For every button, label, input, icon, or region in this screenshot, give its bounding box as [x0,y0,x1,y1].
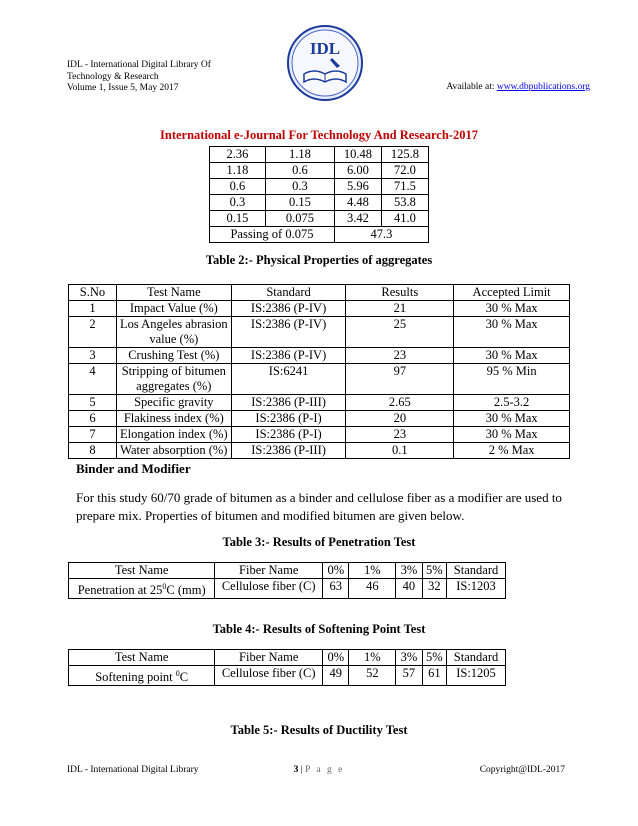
table-cell: 20 [346,411,454,427]
table-cell: 30 % Max [454,348,570,364]
table-cell: 30 % Max [454,411,570,427]
table-cell: 0.6 [265,163,334,179]
column-header: 3% [396,563,422,579]
table-cell: Crushing Test (%) [116,348,231,364]
table-cell: IS:2386 (P-IV) [231,317,346,348]
column-header: Standard [447,650,506,666]
table-cell: 25 [346,317,454,348]
table-cell: 10.48 [334,147,381,163]
column-header: S.No [69,285,117,301]
table-cell: 30 % Max [454,317,570,348]
publisher-link[interactable]: www.dbpublications.org [496,82,590,92]
table-cell: 23 [346,427,454,443]
table-cell: IS:2386 (P-IV) [231,301,346,317]
table-cell: 0.15 [210,211,266,227]
table-cell: IS:2386 (P-III) [231,395,346,411]
table-cell: IS:2386 (P-IV) [231,348,346,364]
table-cell: 53.8 [381,195,428,211]
table-cell: 2.36 [210,147,266,163]
table-cell: 4.48 [334,195,381,211]
column-header: 0% [323,650,349,666]
test-name-text: Penetration at 25 [77,583,163,598]
table-cell: 61 [422,666,446,686]
table-cell: 1.18 [265,147,334,163]
sieve-table [209,146,429,243]
column-header: 3% [396,650,422,666]
page-number: 3 [293,765,299,775]
table-row [69,317,570,348]
table-row [69,395,570,411]
table-cell: 6 [69,411,117,427]
table-cell: 125.8 [381,147,428,163]
table-cell: IS:6241 [231,364,346,395]
table-row [210,147,429,163]
table-cell: IS:1205 [447,666,506,686]
column-header: Fiber Name [215,563,323,579]
table-cell: 2.5-3.2 [454,395,570,411]
table-cell: 21 [346,301,454,317]
header-line-1: IDL - International Digital Library Of [67,60,211,70]
test-name-cell [69,666,215,686]
table-cell: 1 [69,301,117,317]
table-row [69,666,506,686]
table-cell: Flakiness index (%) [116,411,231,427]
table-cell: 40 [396,579,422,599]
table-row [69,411,570,427]
penetration-table [68,562,506,599]
table-cell: Cellulose fiber (C) [215,579,323,599]
table-cell: 71.5 [381,179,428,195]
table3-caption: Table 3:- Results of Penetration Test [222,535,416,549]
table-cell: 95 % Min [454,364,570,395]
table-cell: 49 [323,666,349,686]
table-cell: 5.96 [334,179,381,195]
table-cell: 7 [69,427,117,443]
header-right [446,82,590,92]
table-cell: IS:2386 (P-I) [231,411,346,427]
table-cell: Elongation index (%) [116,427,231,443]
table2-caption: Table 2:- Physical Properties of aggregates [205,253,433,267]
table4-caption: Table 4:- Results of Softening Point Test [212,622,426,636]
column-header: 5% [422,650,446,666]
table-cell: IS:2386 (P-I) [231,427,346,443]
degree-superscript: 0 [175,669,180,678]
table-cell: IS:1203 [447,579,506,599]
physical-properties-table [68,284,570,459]
header-line-2: Technology & Research [67,71,159,82]
table-header-row [69,285,570,301]
table-cell: 46 [349,579,396,599]
test-name-text: Softening point [95,670,176,685]
column-header: 0% [323,563,349,579]
table-cell: 0.1 [346,443,454,459]
table-row [69,301,570,317]
table-cell: 8 [69,443,117,459]
table-cell: 41.0 [381,211,428,227]
journal-title: International e-Journal For Technology And Research-2017 [160,128,478,142]
test-name-cell [69,579,215,599]
table-cell: 3 [69,348,117,364]
table-cell: 0.3 [210,195,266,211]
header-line-3: Volume 1, Issue 5, May 2017 [67,83,179,93]
table-cell: 1.18 [210,163,266,179]
table-row [210,195,429,211]
section-heading: Binder and Modifier [76,461,191,476]
table-cell: 2 % Max [454,443,570,459]
column-header: Standard [447,563,506,579]
page-word: P a g e [305,765,345,775]
logo-text: IDL [309,39,341,58]
footer-left: IDL - International Digital Library [67,765,199,775]
table-cell: 23 [346,348,454,364]
page-separator: | [298,765,306,775]
table-cell: 0.3 [265,179,334,195]
column-header: Results [346,285,454,301]
degree-superscript: 0 [162,582,167,591]
table-cell: 0.15 [265,195,334,211]
table-cell: Los Angeles abrasion value (%) [116,317,231,348]
table-cell: Water absorption (%) [116,443,231,459]
table-cell: 0.6 [210,179,266,195]
table-cell: 32 [422,579,446,599]
table-header-row [69,563,506,579]
table-cell: Stripping of bitumen aggregates (%) [116,364,231,395]
table-header-row [69,650,506,666]
table-row [69,443,570,459]
table-cell: 5 [69,395,117,411]
table-cell: 2.65 [346,395,454,411]
table-cell: 52 [349,666,396,686]
column-header: 5% [422,563,446,579]
table-cell: IS:2386 (P-III) [231,443,346,459]
header-left [67,60,211,95]
column-header: 1% [349,563,396,579]
table-row [210,227,429,243]
table-cell: Cellulose fiber (C) [215,666,323,686]
passing-value: 47.3 [334,227,428,243]
table5-caption: Table 5:- Results of Ductility Test [230,723,408,737]
table-cell: Impact Value (%) [116,301,231,317]
table-row [69,364,570,395]
table-cell: 63 [323,579,349,599]
table-row [210,211,429,227]
table-row [69,427,570,443]
table-cell: 2 [69,317,117,348]
table-cell: 72.0 [381,163,428,179]
table-cell: 0.075 [265,211,334,227]
table-cell: 97 [346,364,454,395]
column-header: Accepted Limit [454,285,570,301]
column-header: Test Name [69,650,215,666]
table-cell: 6.00 [334,163,381,179]
column-header: Fiber Name [215,650,323,666]
test-name-unit: C (mm) [166,583,206,598]
column-header: 1% [349,650,396,666]
column-header: Test Name [116,285,231,301]
available-label: Available at: [446,82,497,92]
table-cell: 4 [69,364,117,395]
table-row [69,579,506,599]
table-cell: 3.42 [334,211,381,227]
passing-label: Passing of 0.075 [210,227,335,243]
table-row [210,163,429,179]
test-name-unit: C [179,670,189,685]
column-header: Test Name [69,563,215,579]
table-row [210,179,429,195]
softening-point-table [68,649,506,686]
column-header: Standard [231,285,346,301]
idl-logo [286,24,364,102]
table-cell: Specific gravity [116,395,231,411]
table-cell: 30 % Max [454,301,570,317]
table-row [69,348,570,364]
table-cell: 57 [396,666,422,686]
section-paragraph: For this study 60/70 grade of bitumen as a binder and cellulose fiber as a modifier are used to prepare mix. Properties of bitumen and modified bitumen are given below. [76,490,562,523]
table-cell: 30 % Max [454,427,570,443]
footer-right: Copyright@IDL-2017 [479,765,565,775]
